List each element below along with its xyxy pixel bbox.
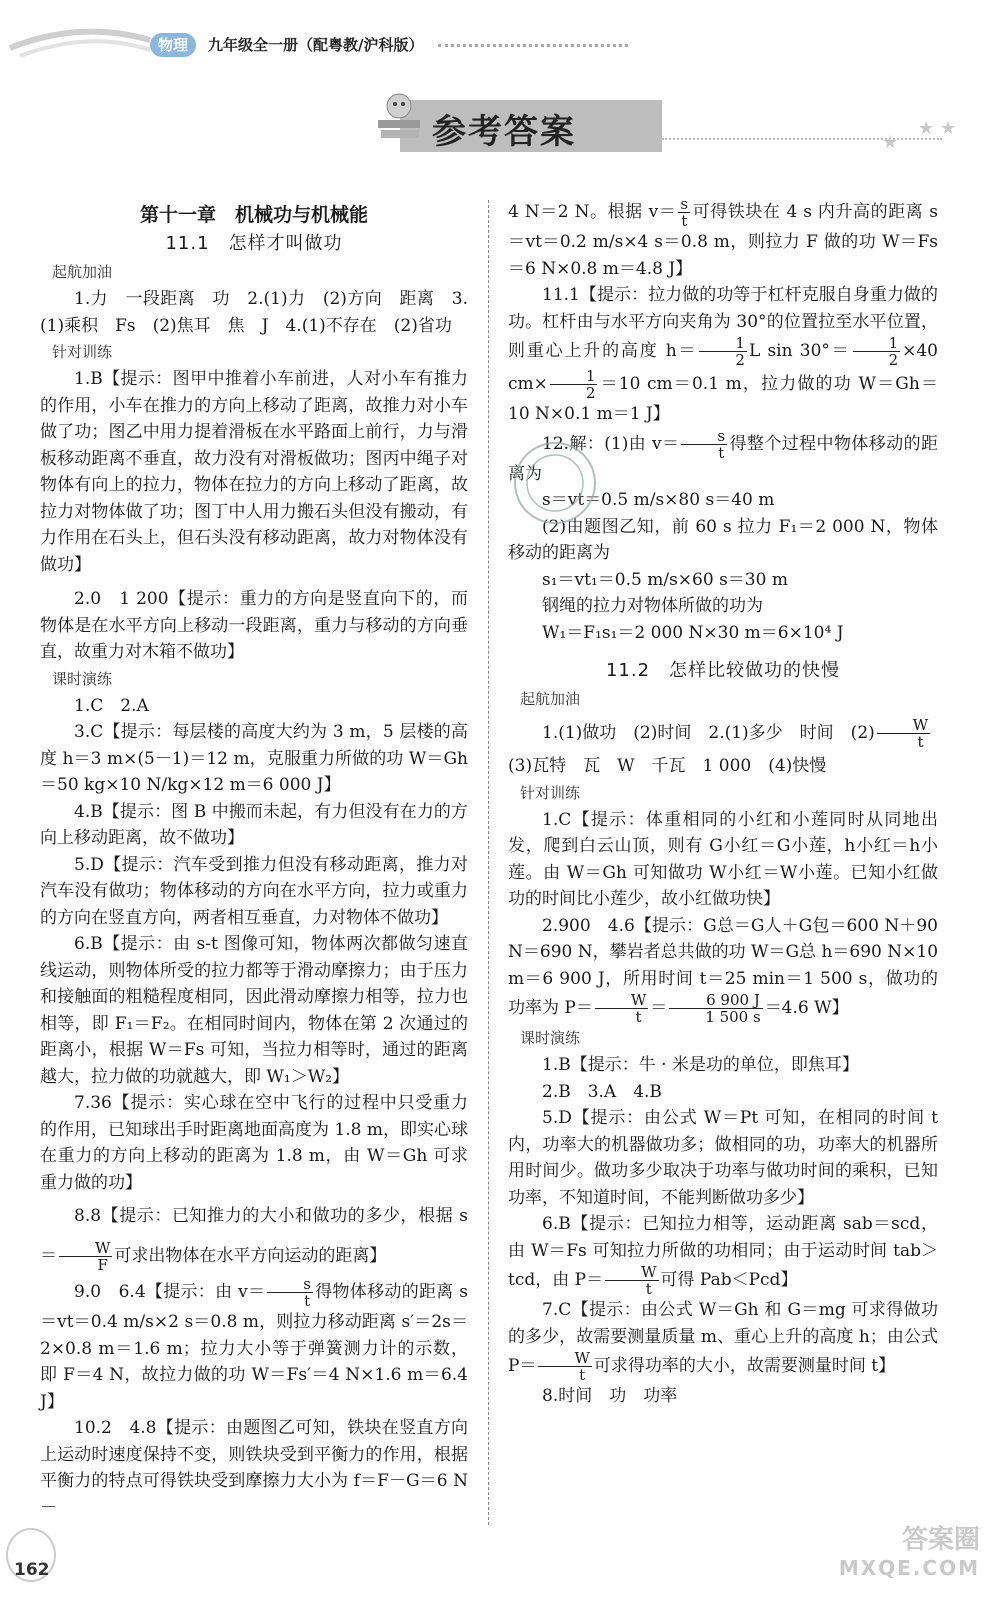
fraction-numerator: s <box>267 1276 313 1293</box>
answer-item <box>508 1211 938 1297</box>
answer-item: 1.B【提示：牛 · 米是功的单位，即焦耳】 <box>542 1055 859 1075</box>
subheading: 针对训练 <box>52 343 113 361</box>
answer-text: 可得 Pab＜Pcd】 <box>660 1270 798 1290</box>
answer-line: 钢绳的拉力对物体所做的功为 <box>542 596 763 616</box>
answer-item <box>508 913 938 1026</box>
fraction-numerator: W <box>59 1240 112 1257</box>
answer-item: 1.力 一段距离 功 2.(1)力 (2)方向 距离 3.(1)乘积 Fs (2)焦耳 焦 J 4.(1)不存在 (2)省功 <box>40 289 468 336</box>
subject-label: 物理 <box>150 33 196 57</box>
answer-text: 得整个过程中物体移动的距离为 <box>508 433 939 484</box>
answer-item <box>508 282 938 428</box>
answer-item <box>508 1297 938 1383</box>
watermark-url: MXQE.COM <box>838 1556 980 1580</box>
fraction-denominator: t <box>304 1292 311 1310</box>
header-dots <box>438 44 628 47</box>
fraction <box>595 992 648 1025</box>
answer-item: 7.36【提示：实心球在空中飞行的过程中只受重力的作用，已知球出手时距离地面高度为 1.8 m，即实心球在重力的方向上移动的距离为 1.8 m，由 W＝Gh 可求重力做的功】 <box>40 1093 468 1193</box>
answer-item <box>40 1196 468 1276</box>
answer-item: 3.C【提示：每层楼的高度大约为 3 m，5 层楼的高度 h＝3 m×(5－1)＝12 m，克服重力所做的功 W＝Gh＝50 kg×10 N/kg×12 m＝6 000 J】 <box>40 722 468 795</box>
subheading: 课时演练 <box>52 669 113 688</box>
fraction-denominator: t <box>635 1008 642 1026</box>
fraction <box>550 368 598 401</box>
watermark-logo <box>839 1519 980 1580</box>
answer-text: L sin 30°＝ <box>748 341 851 361</box>
subheading: 起航加油 <box>520 690 581 708</box>
answer-text: 8.8【提示：已知推力的大小和做功的多少，根据 s＝ <box>40 1206 468 1266</box>
page-header <box>0 0 996 153</box>
star-icon: ★ <box>882 132 899 153</box>
answer-text: 9.0 6.4【提示：由 v＝ <box>74 1282 266 1302</box>
answer-text: 可求出物体在水平方向运动的距离】 <box>114 1246 387 1266</box>
answer-text: ×40 cm× <box>508 341 938 394</box>
fraction-numerator: W <box>605 1264 658 1281</box>
section-title: 11.2 怎样比较做功的快慢 <box>605 660 841 681</box>
answer-item <box>508 196 938 282</box>
answer-text: 6.B【提示：已知拉力相等，运动距离 sab＝scd，由 W＝Fs 可知拉力所做的功相同；由于运动时间 tab＞tcd，由 P＝ <box>508 1214 938 1290</box>
fraction-numerator: s <box>680 195 689 213</box>
fraction-numerator: W <box>595 992 648 1009</box>
fraction <box>853 335 901 368</box>
answer-item: 5.D【提示：汽车受到推力但没有移动距离，推力对汽车没有做功；物体移动的方向在水平方向，拉力或重力的方向在竖直方向，两者相互垂直，力对物体不做功】 <box>40 854 468 928</box>
chapter-title: 第十一章 机械功与机械能 <box>139 204 368 226</box>
watermark-text: 答案圈 <box>901 1525 980 1555</box>
answer-line: s＝vt＝0.5 m/s×80 s＝40 m <box>542 490 775 510</box>
answer-item: 1.C【提示：体重相同的小红和小莲同时从同地出发，爬到白云山顶，则有 G小红＝G小莲，h小红＝h小莲。由 W＝Gh 可知做功 W小红＝W小莲。已知小红做功的时间比小莲少，故小红做功快】 <box>508 809 938 909</box>
column-divider <box>488 200 489 1525</box>
star-icon: ★ <box>940 118 957 139</box>
answer-item <box>40 1276 468 1415</box>
answer-text: 4 N＝2 N。根据 v＝ <box>508 202 677 222</box>
fraction <box>699 335 747 368</box>
answer-text: ＝10 cm＝0.1 m，拉力做的功 W＝Gh＝10 N×0.1 m＝1 J】 <box>508 374 938 424</box>
fraction <box>605 1264 658 1297</box>
fraction <box>267 1276 313 1309</box>
answer-text: 可得铁块在 4 s 内升高的距离 s＝vt＝0.2 m/s×4 s＝0.8 m，则拉力 F 做的功 W＝Fs＝6 N×0.8 m＝4.8 J】 <box>508 202 938 279</box>
star-icon: ★ <box>918 118 935 139</box>
answer-text: ＝ <box>650 998 668 1018</box>
book-stack-icon <box>372 86 426 146</box>
fraction-denominator: t <box>917 733 924 751</box>
fraction-numerator: W <box>538 1350 591 1367</box>
fraction-numerator: W <box>877 717 930 734</box>
stamp-seal <box>514 442 596 524</box>
fraction <box>59 1240 112 1273</box>
banner-title: 参考答案 <box>432 112 576 152</box>
answer-item: 10.2 4.8【提示：由题图乙可知，铁块在竖直方向上运动时速度保持不变，则铁块受到平衡力的作用，根据平衡力的特点可得铁块受到摩擦力大小为 f＝F－G＝6 N－ <box>40 1418 468 1518</box>
answer-item: 5.D【提示：由公式 W＝Pt 可知，在相同的时间 t 内，功率大的机器做功多；做相同的功，功率大的机器所用时间少。做功多少取决于功率与做功时间的乘积，已知功率，不知道时间，不能判断做功多少】 <box>508 1108 938 1208</box>
answer-text: 可求得功率的大小，故需要测量时间 t】 <box>593 1356 896 1376</box>
fraction-denominator: 2 <box>585 384 596 402</box>
fraction-denominator: 2 <box>888 351 899 369</box>
answer-item: 1.C 2.A <box>74 695 149 716</box>
fraction <box>681 428 727 461</box>
answer-text: ＝4.6 W】 <box>764 998 849 1018</box>
fraction <box>678 196 690 229</box>
fraction-denominator: t <box>579 1366 586 1384</box>
subheading: 针对训练 <box>520 783 581 802</box>
fraction <box>669 992 762 1025</box>
fraction-denominator: t <box>645 1280 652 1298</box>
page-number: 162 <box>14 1560 50 1580</box>
banner-dotted-line <box>662 138 942 140</box>
section-title: 11.1 怎样才叫做功 <box>165 233 343 254</box>
answer-item: 2.0 1 200【提示：重力的方向是竖直向下的，而物体是在水平方向上移动一段距离，重力与移动的方向垂直，故重力对木箱不做功】 <box>40 589 468 662</box>
fraction <box>877 717 930 750</box>
answer-line: (2)由题图乙知，前 60 s 拉力 F₁＝2 000 N，物体移动的距离为 <box>508 516 938 563</box>
answer-item: 6.B【提示：由 s-t 图像可知，物体两次都做匀速直线运动，则物体所受的拉力都等于滑动摩擦力；由于压力和接触面的粗糙程度相同，因此滑动摩擦力相等，拉力也相等，即 F₁＝F₂。在相同时间内，物体在第 2 次通过的距离小，根据 W＝Fs 可知，当拉力相等时，通过的距离越大，拉力做的功就越大，即 W₁＞W₂】 <box>40 934 468 1087</box>
answer-item <box>508 713 938 753</box>
stamp-graphic <box>516 444 594 522</box>
fraction-denominator: t <box>681 212 688 230</box>
subheading: 起航加油 <box>52 263 113 281</box>
fraction-numerator: 1 <box>853 335 901 352</box>
fraction-numerator: 1 <box>550 368 598 385</box>
answer-text: 得物体移动的距离 s＝vt＝0.4 m/s×2 s＝0.8 m，则拉力移动距离 s′＝2s＝2×0.8 m＝1.6 m；拉力大小等于弹簧测力计的示数，即 F＝4 N，故拉力做的功 W＝Fs′＝4 N×1.6 m＝6.4 J】 <box>40 1282 468 1412</box>
fraction-denominator: F <box>97 1256 108 1274</box>
answer-item: 1.B【提示：图甲中推着小车前进，人对小车有推力的作用，小车在推力的方向上移动了距离，故推力对小车做了功；图乙中用力提着滑板在水平路面上前行，力与滑板移动距离不垂直，故力没有对滑板做功；图丙中绳子对物体有向上的拉力，物体在拉力的方向上移动了距离，故拉力对物体做了功；图丁中人用力搬石头但没有搬动，有力作用在石头上，但石头没有移动距离，故力对物体没有做功】 <box>40 369 468 575</box>
fraction-denominator: 1 500 s <box>705 1008 761 1026</box>
right-column <box>508 196 938 1410</box>
answer-text: 7.C【提示：由公式 W＝Gh 和 G＝mg 可求得做功的多少，故需要测量质量 m、重心上升的高度 h；由公式 P＝ <box>508 1300 938 1376</box>
subheading: 课时演练 <box>520 1029 581 1047</box>
answer-text: 2.900 4.6【提示：G总＝G人＋G包＝600 N＋90 N＝690 N，攀岩者总共做的功 W＝G总 h＝690 N×10 m＝6 900 J，所用时间 t＝25 min＝1 500 s，做功的功率为 P＝ <box>508 915 939 1018</box>
answer-text: 1.(1)做功 (2)时间 2.(1)多少 时间 (2) <box>542 723 875 743</box>
fraction-numerator: s <box>681 428 727 445</box>
left-column <box>40 196 468 1521</box>
book-title: 九年级全一册（配粤教/沪科版） <box>208 36 424 54</box>
answer-text: 11.1【提示：拉力做的功等于杠杆克服自身重力做的功。杠杆由与水平方向夹角为 30°的位置拉至水平位置，则重心上升的高度 h＝ <box>508 285 938 361</box>
answer-item: 2.B 3.A 4.B <box>542 1081 662 1102</box>
answer-item: 4.B【提示：图 B 中搬而未起，有力但没有在力的方向上移动距离，故不做功】 <box>40 801 468 848</box>
fraction-denominator: t <box>718 443 725 462</box>
answer-line: W₁＝F₁s₁＝2 000 N×30 m＝6×10⁴ J <box>542 622 844 643</box>
fraction-numerator: 6 900 J <box>669 992 762 1009</box>
fraction <box>538 1350 591 1383</box>
answer-item: 8.时间 功 功率 <box>542 1386 678 1406</box>
answer-line: s₁＝vt₁＝0.5 m/s×60 s＝30 m <box>542 569 788 590</box>
fraction-numerator: 1 <box>699 335 747 352</box>
answer-text: 12.解：(1)由 v＝ <box>542 433 680 454</box>
fraction-denominator: 2 <box>735 351 745 369</box>
answer-line: (3)瓦特 瓦 W 千瓦 1 000 (4)快慢 <box>508 756 827 776</box>
